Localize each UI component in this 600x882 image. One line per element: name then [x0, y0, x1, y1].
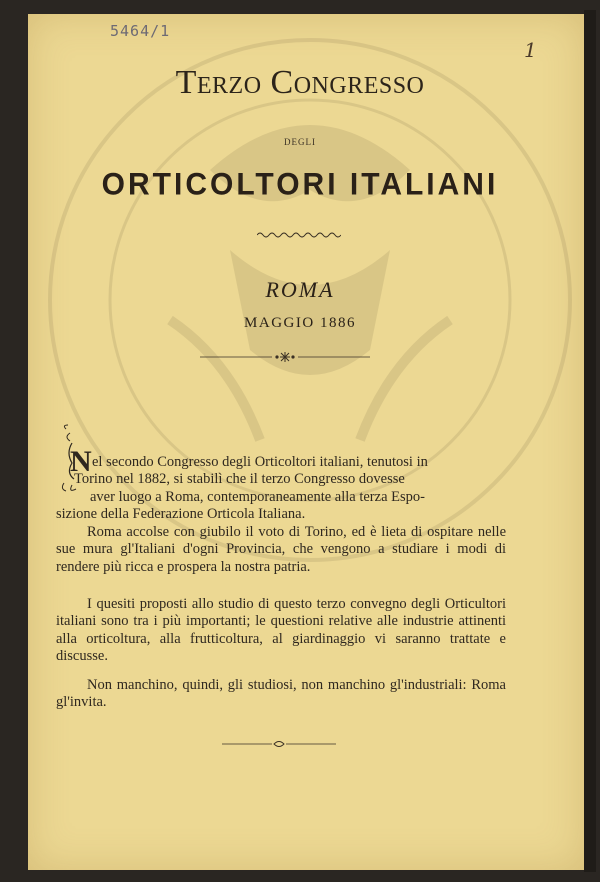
paragraph-4: [56, 677, 506, 712]
paragraph-1-line-1: el secondo Congresso degli Orticoltori italiani, tenutosi in: [92, 454, 428, 470]
paragraph-4-text: Non manchino, quindi, gli studiosi, non manchino gl'industriali: Roma gl'invita.: [56, 677, 506, 711]
paragraph-3: [56, 596, 506, 666]
wavy-ornament: [257, 230, 341, 240]
ornamental-divider: [200, 350, 370, 364]
closing-divider: [222, 738, 336, 750]
title-line-1: Terzo Congresso: [175, 64, 425, 101]
paragraph-1: [56, 454, 506, 524]
paragraph-1-line-2: Torino nel 1882, si stabilì che il terzo Congresso dovesse: [74, 471, 405, 488]
paragraph-2-text: Roma accolse con giubilo il voto di Torino, ed è lieta di ospitare nelle sue mura gl'Italiani d'ogni Provincia, che vengono a studiare i modi di rendere più ricca e prospera la nostra patria.: [56, 524, 506, 575]
title-connector: DEGLI: [284, 137, 316, 147]
paragraph-1-line-3: aver luogo a Roma, contemporaneamente alla terza Espo-: [90, 488, 425, 505]
archive-number-stamp: 5464/1: [110, 22, 171, 40]
city-name: ROMA: [265, 277, 335, 302]
title-line-2: ORTICOLTORI ITALIANI: [101, 167, 499, 202]
paragraph-3-text: I quesiti proposti allo studio di questo terzo convegno degli Orticultori italiani sono tra i più importanti; le questioni relative alle industrie attinenti alla orticoltura, alla frutticoltura, al giardinaggio vi saranno trattate e discusse.: [56, 596, 506, 665]
svg-text:N: N: [70, 445, 92, 478]
folio-number: 1: [524, 38, 537, 62]
paragraph-2: [56, 524, 506, 576]
publication-date: MAGGIO 1886: [244, 315, 356, 331]
paragraph-1-line-4: sizione della Federazione Orticola Italiana.: [56, 506, 306, 523]
